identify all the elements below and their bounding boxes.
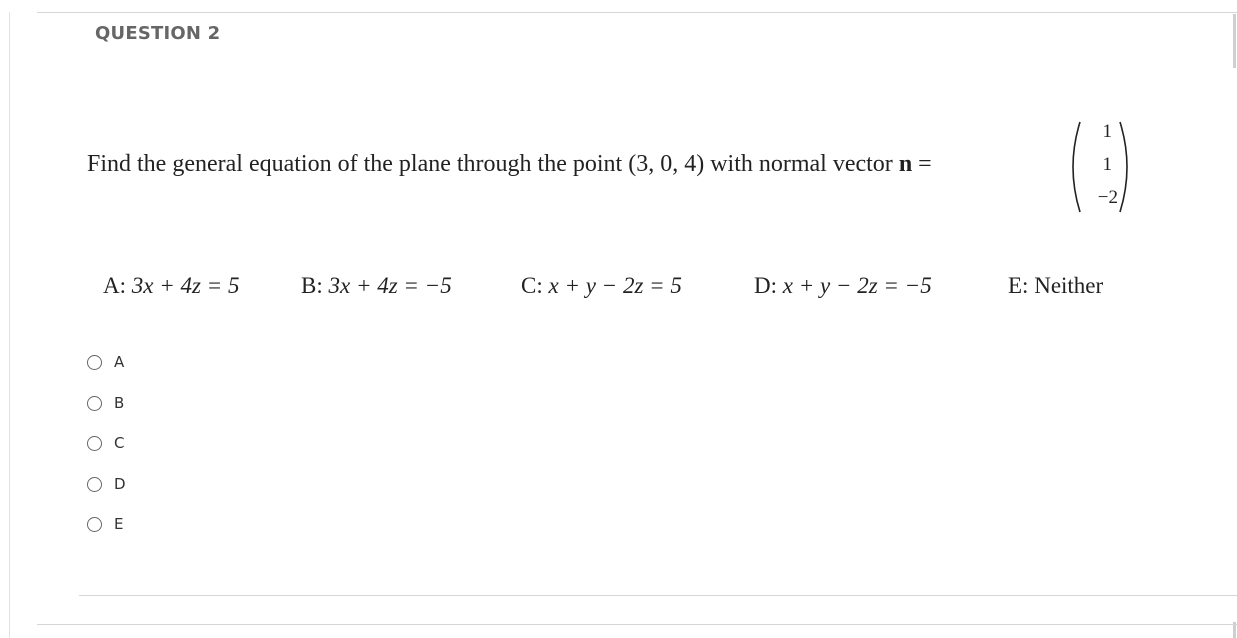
left-border: [9, 12, 10, 638]
option-e[interactable]: [87, 514, 123, 534]
choice-b-expr: 3x + 4z = −5: [328, 273, 452, 298]
choice-a-letter: A:: [103, 273, 126, 298]
option-e-label[interactable]: E: [114, 515, 124, 533]
choice-c: [521, 273, 682, 299]
radio-a[interactable]: [87, 355, 102, 370]
option-d[interactable]: [87, 474, 126, 494]
option-b[interactable]: [87, 393, 124, 413]
option-d-label[interactable]: D: [114, 475, 126, 493]
radio-d[interactable]: [87, 477, 102, 492]
scrollbar-edge[interactable]: [1233, 14, 1236, 68]
equals-sign: =: [912, 151, 932, 177]
radio-c[interactable]: [87, 436, 102, 451]
choice-b-letter: B:: [301, 273, 323, 298]
option-a-label[interactable]: A: [114, 353, 125, 371]
option-a[interactable]: [87, 352, 124, 372]
vector-entry-3: −2: [1097, 187, 1118, 208]
question-title: QUESTION 2: [95, 23, 221, 44]
choice-d: [754, 273, 932, 299]
vector-entry-1: 1: [1102, 121, 1112, 142]
top-divider: [37, 12, 1237, 13]
choice-b: [301, 273, 452, 299]
choice-d-expr: x + y − 2z = −5: [782, 273, 932, 298]
choice-e-expr: Neither: [1034, 273, 1104, 298]
radio-b[interactable]: [87, 396, 102, 411]
question-prompt: [87, 151, 932, 178]
choice-a-expr: 3x + 4z = 5: [131, 273, 240, 298]
normal-vector: [1066, 118, 1134, 216]
choice-a: [103, 273, 239, 299]
option-c[interactable]: [87, 433, 124, 453]
option-b-label[interactable]: B: [114, 394, 125, 412]
vector-name: n: [898, 151, 913, 177]
choice-c-letter: C:: [521, 273, 543, 298]
option-c-label[interactable]: C: [114, 434, 125, 452]
prompt-text: Find the general equation of the plane through the point: [87, 151, 629, 177]
choice-e: [1008, 273, 1103, 299]
question-footer-divider: [79, 595, 1237, 596]
point-coordinates: (3, 0, 4): [628, 151, 705, 177]
radio-e[interactable]: [87, 517, 102, 532]
next-question-divider: [37, 624, 1237, 625]
choice-d-letter: D:: [754, 273, 777, 298]
vector-entry-2: 1: [1102, 154, 1112, 175]
choice-c-expr: x + y − 2z = 5: [548, 273, 682, 298]
choice-e-letter: E:: [1008, 273, 1029, 298]
prompt-text-middle: with normal vector: [704, 151, 899, 177]
